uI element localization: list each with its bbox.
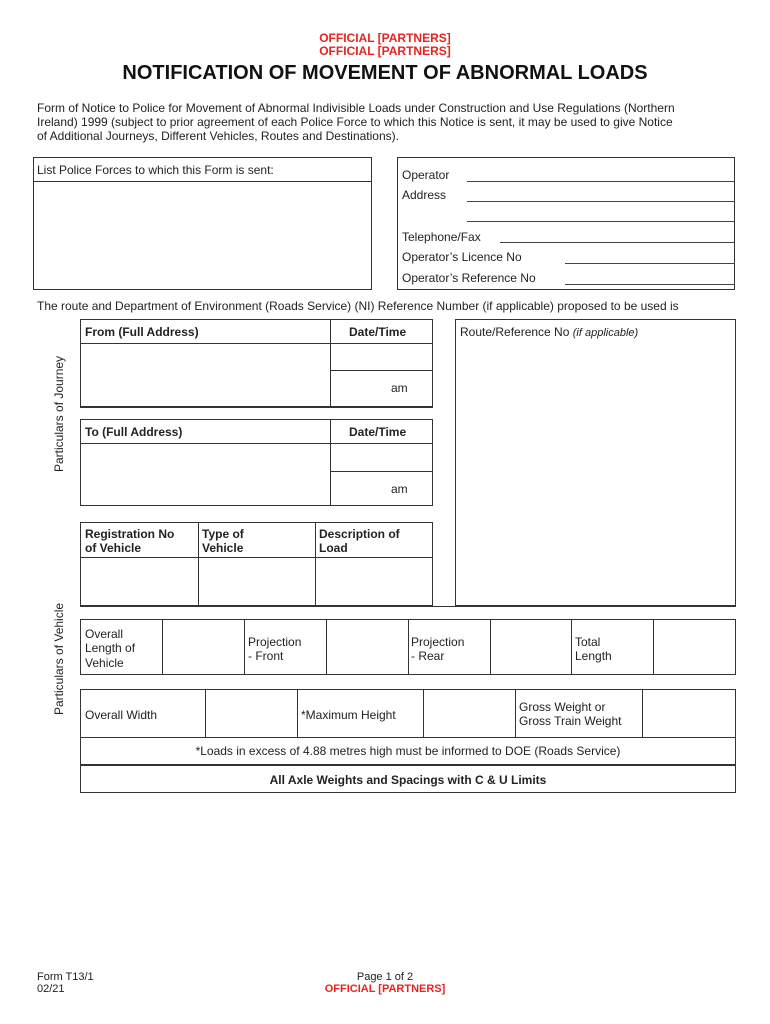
projection-front-field[interactable] <box>327 620 407 674</box>
reference-label: Operator’s Reference No <box>402 271 536 285</box>
gross-weight-label-1: Gross Weight or <box>519 700 606 714</box>
intro-text-2: Ireland) 1999 (subject to prior agreement of each Police Force to which this Notice is sent, it may be used to give Notice <box>37 115 673 129</box>
route-sentence: The route and Department of Environment (Roads Service) (NI) Reference Number (if applicable) proposed to be used is <box>37 299 679 313</box>
classification-top: OFFICIAL [PARTNERS] <box>319 31 451 45</box>
operator-label: Operator <box>402 168 450 182</box>
to-label: To (Full Address) <box>85 425 183 439</box>
gross-weight-field[interactable] <box>643 690 735 737</box>
description-label-2: Load <box>319 541 348 555</box>
route-label <box>460 325 638 339</box>
overall-length-label-1: Overall <box>85 627 124 641</box>
from-date-field[interactable] <box>331 344 432 369</box>
route-box[interactable] <box>455 319 736 606</box>
projection-front-label-1: Projection <box>248 635 302 649</box>
projection-rear-label-1: Projection <box>411 635 465 649</box>
to-datetime-label: Date/Time <box>349 425 407 439</box>
licence-label: Operator’s Licence No <box>402 250 522 264</box>
route-label-text: Route/Reference No <box>460 325 570 339</box>
overall-length-label-2: Length of <box>85 641 136 655</box>
total-length-label-1: Total <box>575 635 601 649</box>
telephone-field[interactable] <box>500 242 735 243</box>
overall-width-field[interactable] <box>206 690 296 737</box>
intro-text-1: Form of Notice to Police for Movement of Abnormal Indivisible Loads under Construction and Use Regulations (Northern <box>37 101 675 115</box>
overall-length-field[interactable] <box>163 620 243 674</box>
page-number: Page 1 of 2 <box>356 971 414 983</box>
address-label: Address <box>402 188 447 202</box>
type-label-2: Vehicle <box>202 541 244 555</box>
max-height-field[interactable] <box>424 690 514 737</box>
address-field-1[interactable] <box>467 201 735 202</box>
intro-text-3: of Additional Journeys, Different Vehicles, Routes and Destinations). <box>37 129 399 143</box>
total-length-field[interactable] <box>654 620 735 674</box>
from-datetime-label: Date/Time <box>349 325 407 339</box>
to-date-field[interactable] <box>331 444 432 470</box>
route-note: (if applicable) <box>572 327 639 339</box>
registration-label-1: Registration No <box>85 527 175 541</box>
vehicle-side-label: Particulars of Vehicle <box>52 602 66 715</box>
classification-top-2: OFFICIAL [PARTNERS] <box>319 44 451 58</box>
description-field[interactable] <box>316 558 432 605</box>
reference-field[interactable] <box>565 284 735 285</box>
address-field-2[interactable] <box>467 221 735 222</box>
police-forces-label: List Police Forces to which this Form is sent: <box>37 163 274 177</box>
operator-field[interactable] <box>467 181 735 182</box>
telephone-label: Telephone/Fax <box>402 230 481 244</box>
projection-rear-field[interactable] <box>491 620 570 674</box>
gross-weight-label-2: Gross Train Weight <box>519 714 622 728</box>
projection-rear-label-2: - Rear <box>411 649 445 663</box>
to-am[interactable]: am <box>391 482 408 496</box>
licence-field[interactable] <box>565 263 735 264</box>
footer-classification: OFFICIAL [PARTNERS] <box>324 983 446 995</box>
overall-length-label-3: Vehicle <box>85 656 124 670</box>
overall-width-label: Overall Width <box>85 708 158 722</box>
total-length-label-2: Length <box>575 649 612 663</box>
to-address-field[interactable] <box>81 444 329 505</box>
dimensions-row <box>80 689 736 738</box>
type-label-1: Type of <box>202 527 244 541</box>
axle-note: All Axle Weights and Spacings with C & U Limits <box>269 773 547 787</box>
registration-label-2: of Vehicle <box>85 541 142 555</box>
page-title: NOTIFICATION OF MOVEMENT OF ABNORMAL LOADS <box>122 62 648 84</box>
from-address-field[interactable] <box>81 344 329 406</box>
form-number: Form T13/1 <box>37 971 94 983</box>
from-label: From (Full Address) <box>85 325 199 339</box>
type-field[interactable] <box>199 558 314 605</box>
max-height-label: *Maximum Height <box>301 708 396 722</box>
form-date: 02/21 <box>37 983 65 995</box>
registration-field[interactable] <box>81 558 197 605</box>
description-label-1: Description of <box>319 527 400 541</box>
from-am[interactable]: am <box>391 381 408 395</box>
height-note: *Loads in excess of 4.88 metres high must be informed to DOE (Roads Service) <box>195 744 621 758</box>
projection-front-label-2: - Front <box>248 649 284 663</box>
journey-side-label: Particulars of Journey <box>52 355 66 472</box>
